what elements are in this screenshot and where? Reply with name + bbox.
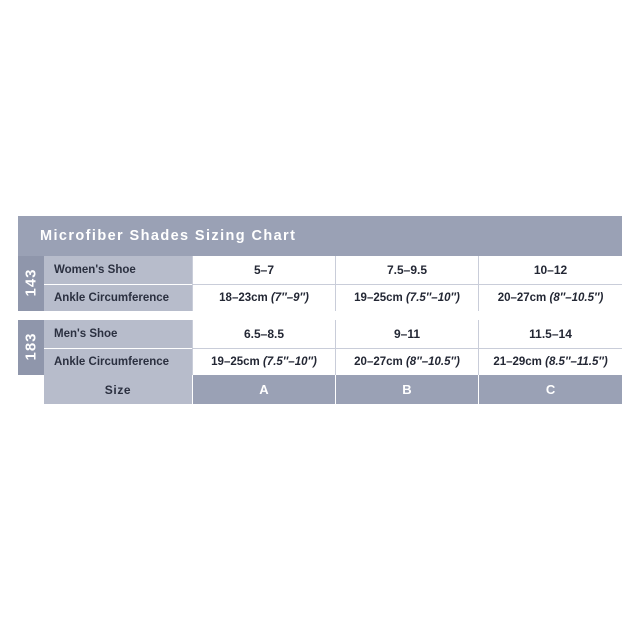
ankle-inch: (7.5″–10″)	[405, 292, 460, 304]
footer-size-b: B	[335, 375, 478, 404]
ankle-cm: 19–25cm	[211, 356, 260, 368]
table-row	[18, 320, 622, 349]
group-label-183: 183	[18, 320, 44, 375]
row-header-womens-shoe: Women's Shoe	[44, 256, 192, 285]
ankle-cm: 20–27cm	[354, 356, 403, 368]
cell-mens-shoe-b: 9–11	[335, 320, 478, 349]
sizing-chart-table	[18, 216, 622, 404]
group-label-143: 143	[18, 256, 44, 311]
cell-womens-shoe-c: 10–12	[478, 256, 622, 285]
footer-spacer-cell	[18, 375, 44, 404]
ankle-inch: (8.5″–11.5″)	[545, 356, 608, 368]
cell-ankle-mens-b	[335, 349, 478, 375]
cell-mens-shoe-a: 6.5–8.5	[192, 320, 335, 349]
footer-size-label: Size	[44, 375, 192, 404]
ankle-inch: (7″–9″)	[270, 292, 309, 304]
footer-size-a: A	[192, 375, 335, 404]
ankle-cm: 19–25cm	[354, 292, 403, 304]
footer-size-c: C	[478, 375, 622, 404]
ankle-inch: (7.5″–10″)	[262, 356, 317, 368]
table-title-row	[18, 216, 622, 256]
ankle-cm: 18–23cm	[219, 292, 268, 304]
row-header-ankle-circumference-womens: Ankle Circumference	[44, 285, 192, 311]
ankle-cm: 20–27cm	[497, 292, 547, 304]
ankle-inch: (8″–10.5″)	[549, 292, 604, 304]
cell-mens-shoe-c: 11.5–14	[478, 320, 622, 349]
chart-title: Microfiber Shades Sizing Chart	[18, 216, 622, 256]
cell-ankle-mens-c	[478, 349, 622, 375]
cell-womens-shoe-b: 7.5–9.5	[335, 256, 478, 285]
cell-ankle-womens-b	[335, 285, 478, 311]
table-row	[18, 349, 622, 375]
row-header-ankle-circumference-mens: Ankle Circumference	[44, 349, 192, 375]
ankle-inch: (8″–10.5″)	[405, 356, 460, 368]
table-row	[18, 256, 622, 285]
cell-ankle-womens-c	[478, 285, 622, 311]
cell-ankle-womens-a	[192, 285, 335, 311]
row-header-mens-shoe: Men's Shoe	[44, 320, 192, 349]
ankle-cm: 21–29cm	[493, 356, 542, 368]
table-spacer	[18, 311, 622, 320]
sizing-chart-card	[12, 208, 628, 412]
cell-womens-shoe-a: 5–7	[192, 256, 335, 285]
cell-ankle-mens-a	[192, 349, 335, 375]
table-footer-row	[18, 375, 622, 404]
table-row	[18, 285, 622, 311]
